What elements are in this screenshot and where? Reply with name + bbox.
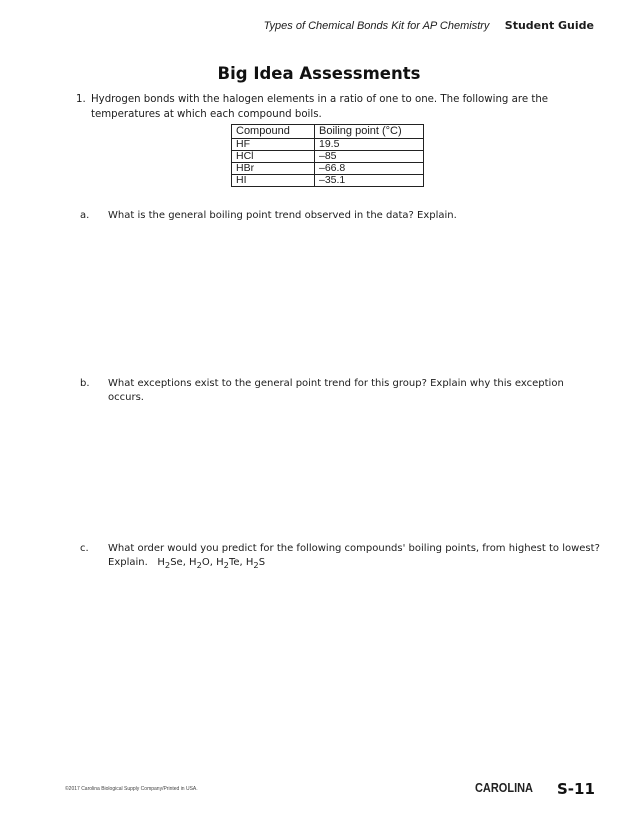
compound-list-line: Explain. $H_2Se$, $H_2O$, $H_2Te$, $H_2S$ bbox=[108, 557, 266, 570]
compound-h2se: $H_2Se$ bbox=[157, 557, 183, 570]
page-header bbox=[264, 19, 594, 32]
table-row bbox=[232, 151, 424, 163]
question-1 bbox=[76, 93, 596, 122]
table-row bbox=[232, 163, 424, 175]
carolina-logo bbox=[475, 778, 535, 796]
boiling-point-cell: –66.8 bbox=[315, 163, 424, 175]
compound-h2s: $H_2S$ bbox=[245, 557, 266, 570]
question-text: Hydrogen bonds with the halogen elements in a ratio of one to one. The following are the temperatures at which each compound boils. bbox=[91, 94, 549, 120]
boiling-point-table bbox=[231, 124, 424, 187]
compound-cell: HI bbox=[232, 175, 315, 187]
compound-cell: HF bbox=[232, 139, 315, 151]
compound-h2o: $H_2O$ bbox=[189, 557, 210, 570]
boiling-point-cell: 19.5 bbox=[315, 139, 424, 151]
compound-cell: HCl bbox=[232, 151, 315, 163]
page-number: S-11 bbox=[557, 780, 595, 798]
subquestion-text: What order would you predict for the following compounds' boiling points, from highest to lowest? bbox=[108, 543, 600, 554]
question-1a bbox=[80, 209, 600, 223]
question-number: 1. bbox=[76, 94, 86, 105]
explain-prompt: Explain. bbox=[108, 557, 148, 568]
question-1c bbox=[80, 542, 600, 572]
page-title: Big Idea Assessments bbox=[217, 64, 421, 83]
compound-cell: HBr bbox=[232, 163, 315, 175]
copyright-notice: ©2017 Carolina Biological Supply Company/Printed in USA. bbox=[65, 786, 198, 792]
boiling-point-cell: –85 bbox=[315, 151, 424, 163]
table-header-row bbox=[232, 125, 424, 139]
subquestion-label: a. bbox=[80, 210, 90, 221]
subquestion-label: c. bbox=[80, 543, 89, 554]
svg-text:CAROLINA: CAROLINA bbox=[475, 780, 534, 795]
question-1b bbox=[80, 377, 600, 405]
subquestion-text: What exceptions exist to the general point trend for this group? Explain why this exception occurs. bbox=[108, 378, 564, 403]
kit-title: Types of Chemical Bonds Kit for AP Chemistry bbox=[263, 20, 490, 32]
subquestion-text: What is the general boiling point trend observed in the data? Explain. bbox=[108, 210, 457, 221]
guide-label: Student Guide bbox=[504, 19, 594, 32]
table-row bbox=[232, 139, 424, 151]
boiling-point-cell: –35.1 bbox=[315, 175, 424, 187]
table-row bbox=[232, 175, 424, 187]
subquestion-label: b. bbox=[80, 378, 90, 389]
column-header-boiling-point: Boiling point (°C) bbox=[315, 125, 424, 139]
compound-h2te: $H_2Te$ bbox=[216, 557, 240, 570]
column-header-compound: Compound bbox=[232, 125, 315, 139]
